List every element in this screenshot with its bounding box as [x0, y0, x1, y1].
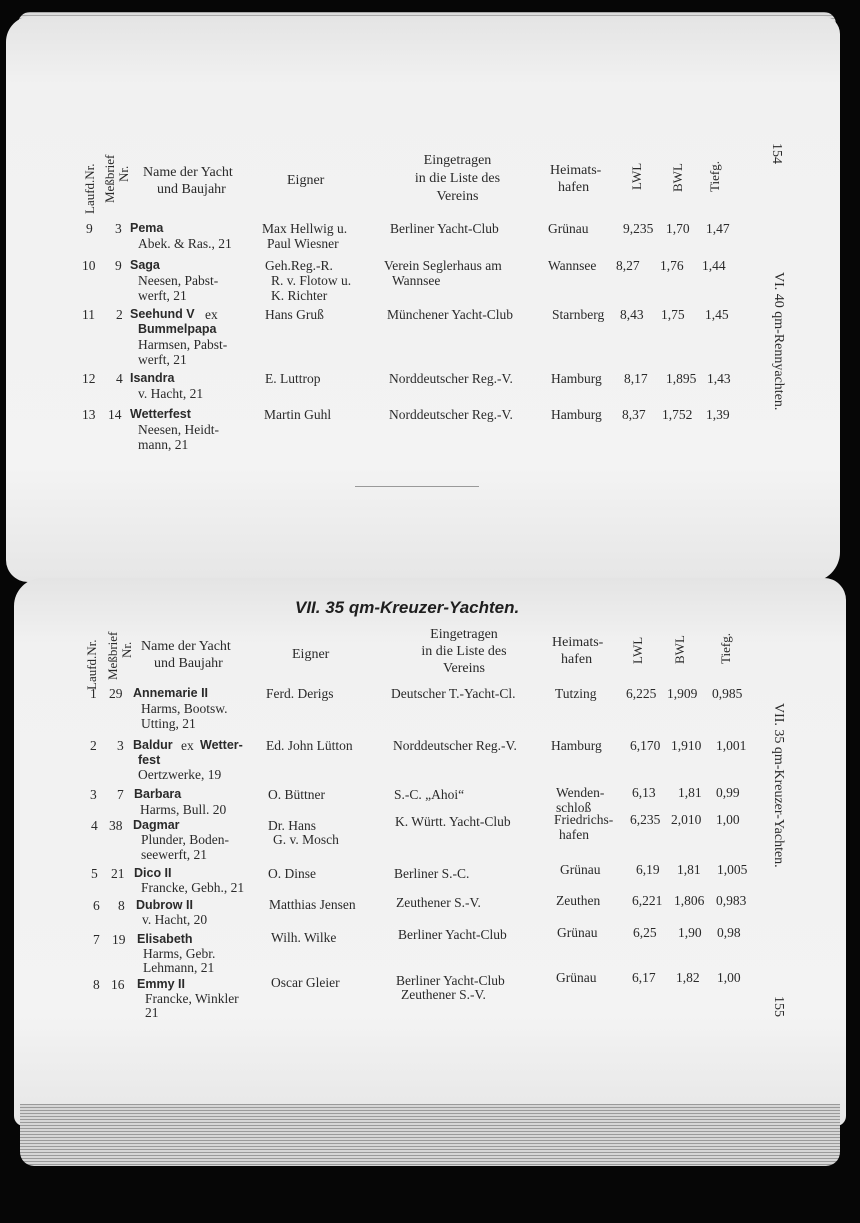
header-eigner: Eigner — [287, 173, 325, 188]
owner-line: Dr. Hans — [268, 818, 316, 833]
messbrief-nr: 7 — [117, 787, 124, 802]
club: Zeuthener S.-V. — [396, 895, 481, 910]
owner-line: O. Büttner — [268, 787, 325, 802]
builder-line: Abek. & Ras., 21 — [138, 236, 232, 251]
header-liste: in die Liste des — [414, 171, 501, 186]
home-port: Zeuthen — [556, 893, 601, 908]
builder-line: 21 — [145, 1005, 159, 1020]
laufd-nr: 6 — [93, 898, 100, 913]
home-port: Wenden- — [556, 785, 605, 800]
yacht-name: Annemarie II — [133, 686, 209, 700]
laufd-nr: 8 — [93, 977, 100, 992]
section-end-rule — [355, 486, 479, 487]
owner-line: E. Luttrop — [265, 371, 321, 386]
header-lwl: LWL — [630, 636, 645, 664]
tiefg-value: 1,45 — [705, 307, 729, 322]
tiefg-value: 1,005 — [717, 862, 748, 877]
lwl-value: 6,25 — [633, 925, 657, 940]
laufd-nr: 9 — [86, 221, 93, 236]
yacht-name: Elisabeth — [137, 932, 193, 946]
lwl-value: 6,221 — [632, 893, 663, 908]
header-name: Name der Yacht — [143, 165, 233, 180]
bwl-value: 1,90 — [678, 925, 702, 940]
lwl-value: 6,225 — [626, 686, 657, 701]
laufd-nr: 10 — [82, 258, 96, 273]
yacht-former-name: Wetter- — [200, 738, 243, 752]
messbrief-nr: 29 — [109, 686, 123, 701]
owner-line: Max Hellwig u. — [262, 221, 348, 236]
owner-line: Paul Wiesner — [267, 236, 339, 251]
builder-line: Neesen, Pabst- — [138, 273, 219, 288]
lwl-value: 8,27 — [616, 258, 640, 273]
bwl-value: 1,76 — [660, 258, 684, 273]
club: Berliner Yacht-Club — [396, 973, 505, 988]
bwl-value: 1,752 — [662, 407, 693, 422]
tiefg-value: 1,44 — [702, 258, 726, 273]
header-baujahr: und Baujahr — [154, 656, 223, 671]
messbrief-nr: 4 — [116, 371, 123, 386]
home-port: Grünau — [560, 862, 601, 877]
messbrief-nr: 38 — [109, 818, 123, 833]
laufd-nr: 4 — [91, 818, 98, 833]
club: Münchener Yacht-Club — [387, 307, 513, 322]
lwl-value: 8,43 — [620, 307, 644, 322]
messbrief-nr: 3 — [115, 221, 122, 236]
tiefg-value: 0,99 — [716, 785, 740, 800]
running-head: VI. 40 qm-Rennyachten. — [771, 272, 786, 411]
yacht-former-name: Bummelpapa — [138, 322, 217, 336]
laufd-nr: 3 — [90, 787, 97, 802]
page-edges-bottom — [20, 1104, 840, 1166]
builder-line: Harms, Bull. 20 — [140, 802, 227, 817]
page-number: 154 — [769, 143, 784, 164]
lwl-value: 8,17 — [624, 371, 648, 386]
tiefg-value: 1,39 — [706, 407, 730, 422]
yacht-name: Isandra — [130, 371, 175, 385]
lwl-value: 6,235 — [630, 812, 661, 827]
club: Norddeutscher Reg.-V. — [393, 738, 517, 753]
laufd-nr: 2 — [90, 738, 97, 753]
club: Berliner S.-C. — [394, 866, 470, 881]
laufd-nr: 1 — [90, 686, 97, 701]
owner-line: G. v. Mosch — [273, 832, 339, 847]
lwl-value: 9,235 — [623, 221, 654, 236]
home-port: Friedrichs- — [554, 812, 614, 827]
yacht-name: Saga — [130, 258, 160, 272]
club: Norddeutscher Reg.-V. — [389, 407, 513, 422]
club-cont: Zeuthener S.-V. — [401, 987, 486, 1002]
builder-line: Francke, Winkler — [145, 991, 239, 1006]
header-bwl: BWL — [672, 635, 687, 664]
header-lwl: LWL — [629, 162, 644, 190]
tiefg-value: 1,001 — [716, 738, 747, 753]
header-eigner: Eigner — [292, 647, 330, 662]
home-port: Grünau — [557, 925, 598, 940]
header-tiefg: Tiefg. — [707, 161, 722, 192]
owner-line: O. Dinse — [268, 866, 316, 881]
messbrief-nr: 3 — [117, 738, 124, 753]
bwl-value: 1,806 — [674, 893, 705, 908]
lwl-value: 6,19 — [636, 862, 660, 877]
owner-line: Matthias Jensen — [269, 897, 356, 912]
laufd-nr: 11 — [82, 307, 95, 322]
header-messbrief: Meßbrief — [102, 154, 117, 203]
builder-line: Harms, Gebr. — [143, 946, 216, 961]
owner-line: Geh.Reg.-R. — [265, 258, 333, 273]
messbrief-nr: 21 — [111, 866, 125, 881]
builder-line: werft, 21 — [138, 288, 187, 303]
club: Berliner Yacht-Club — [398, 927, 507, 942]
header-name: Name der Yacht — [141, 639, 231, 654]
header-vereins: Vereins — [443, 661, 485, 676]
header-bwl: BWL — [670, 163, 685, 192]
name-ex: ex — [181, 738, 194, 753]
builder-line: Harmsen, Pabst- — [138, 337, 228, 352]
tiefg-value: 0,983 — [716, 893, 747, 908]
header-hafen: hafen — [561, 652, 593, 667]
yacht-name: Pema — [130, 221, 164, 235]
builder-line: v. Hacht, 20 — [142, 912, 208, 927]
home-port: Tutzing — [555, 686, 597, 701]
home-port: Starnberg — [552, 307, 605, 322]
club: Deutscher T.-Yacht-Cl. — [391, 686, 516, 701]
bwl-value: 1,909 — [667, 686, 698, 701]
bwl-value: 1,81 — [678, 785, 702, 800]
laufd-nr: 13 — [82, 407, 96, 422]
tiefg-value: 1,47 — [706, 221, 730, 236]
messbrief-nr: 19 — [112, 932, 126, 947]
home-port: Grünau — [548, 221, 589, 236]
messbrief-nr: 2 — [116, 307, 123, 322]
header-laufd-nr: Laufd.Nr. — [84, 639, 99, 690]
club: Berliner Yacht-Club — [390, 221, 499, 236]
header-liste: in die Liste des — [421, 644, 507, 659]
yacht-name: Baldur — [133, 738, 173, 752]
builder-line: Francke, Gebh., 21 — [141, 880, 245, 895]
builder-line: mann, 21 — [138, 437, 189, 452]
builder-line: Oertzwerke, 19 — [138, 767, 222, 782]
owner-line: Wilh. Wilke — [271, 930, 337, 945]
bwl-value: 2,010 — [671, 812, 702, 827]
header-heimatshafen: Heimats- — [552, 635, 604, 650]
bwl-value: 1,895 — [666, 371, 697, 386]
owner-line: Hans Gruß — [265, 307, 324, 322]
header-messbrief-nr: Nr. — [119, 641, 134, 658]
yacht-name: Dico II — [134, 866, 172, 880]
tiefg-value: 0,985 — [712, 686, 743, 701]
header-heimatshafen: Heimats- — [550, 163, 602, 178]
yacht-name: Barbara — [134, 787, 182, 801]
header-laufd-nr: Laufd.Nr. — [82, 163, 97, 214]
tiefg-value: 1,43 — [707, 371, 731, 386]
owner-line: Ferd. Derigs — [266, 686, 334, 701]
home-port-cont: hafen — [559, 827, 589, 842]
header-eingetragen: Eingetragen — [430, 627, 498, 642]
yacht-name: Emmy II — [137, 977, 185, 991]
builder-line: Harms, Bootsw. — [141, 701, 228, 716]
header-hafen: hafen — [558, 180, 590, 195]
messbrief-nr: 9 — [115, 258, 122, 273]
club: Wannsee — [392, 273, 441, 288]
owner-line: R. v. Flotow u. — [271, 273, 352, 288]
club: Norddeutscher Reg.-V. — [389, 371, 513, 386]
club: Verein Seglerhaus am — [384, 258, 502, 273]
bwl-value: 1,82 — [676, 970, 700, 985]
header-messbrief: Meßbrief — [105, 631, 120, 680]
bwl-value: 1,70 — [666, 221, 690, 236]
header-eingetragen: Eingetragen — [423, 153, 492, 168]
home-port-cont: schloß — [556, 800, 592, 815]
lwl-value: 6,13 — [632, 785, 656, 800]
yacht-name: Dagmar — [133, 818, 180, 832]
yacht-name: Seehund V — [130, 307, 195, 321]
tiefg-value: 1,00 — [717, 970, 741, 985]
builder-line: Plunder, Boden- — [141, 832, 229, 847]
header-baujahr: und Baujahr — [157, 182, 226, 197]
home-port: Hamburg — [551, 407, 602, 422]
home-port: Grünau — [556, 970, 597, 985]
laufd-nr: 5 — [91, 866, 98, 881]
header-tiefg: Tiefg. — [718, 633, 733, 664]
owner-line: K. Richter — [271, 288, 328, 303]
tiefg-value: 1,00 — [716, 812, 740, 827]
laufd-nr: 7 — [93, 932, 100, 947]
builder-line: werft, 21 — [138, 352, 187, 367]
bwl-value: 1,75 — [661, 307, 685, 322]
page-number: 155 — [771, 996, 786, 1017]
owner-line: Martin Guhl — [264, 407, 332, 422]
section-title: VII. 35 qm-Kreuzer-Yachten. — [295, 598, 520, 617]
bwl-value: 1,81 — [677, 862, 701, 877]
laufd-nr: 12 — [82, 371, 96, 386]
home-port: Hamburg — [551, 371, 602, 386]
page-154 — [6, 16, 840, 582]
yacht-name: Dubrow II — [136, 898, 193, 912]
builder-line: Neesen, Heidt- — [138, 422, 219, 437]
home-port: Hamburg — [551, 738, 602, 753]
header-messbrief-nr: Nr. — [116, 165, 131, 182]
messbrief-nr: 8 — [118, 898, 125, 913]
lwl-value: 8,37 — [622, 407, 646, 422]
name-ex: ex — [205, 307, 218, 322]
club: S.-C. „Ahoi“ — [394, 787, 465, 802]
builder-line: seewerft, 21 — [141, 847, 207, 862]
home-port: Wannsee — [548, 258, 597, 273]
yacht-name: Wetterfest — [130, 407, 191, 421]
messbrief-nr: 14 — [108, 407, 122, 422]
owner-line: Oscar Gleier — [271, 975, 340, 990]
running-head: VII. 35 qm-Kreuzer-Yachten. — [771, 703, 786, 868]
header-vereins: Vereins — [436, 189, 479, 204]
builder-line: Lehmann, 21 — [143, 960, 215, 975]
yacht-former-name-cont: fest — [138, 753, 161, 767]
lwl-value: 6,170 — [630, 738, 661, 753]
bwl-value: 1,910 — [671, 738, 702, 753]
builder-line: v. Hacht, 21 — [138, 386, 204, 401]
messbrief-nr: 16 — [111, 977, 125, 992]
owner-line: Ed. John Lütton — [266, 738, 353, 753]
tiefg-value: 0,98 — [717, 925, 741, 940]
builder-line: Utting, 21 — [141, 716, 196, 731]
lwl-value: 6,17 — [632, 970, 656, 985]
club: K. Württ. Yacht-Club — [395, 814, 511, 829]
